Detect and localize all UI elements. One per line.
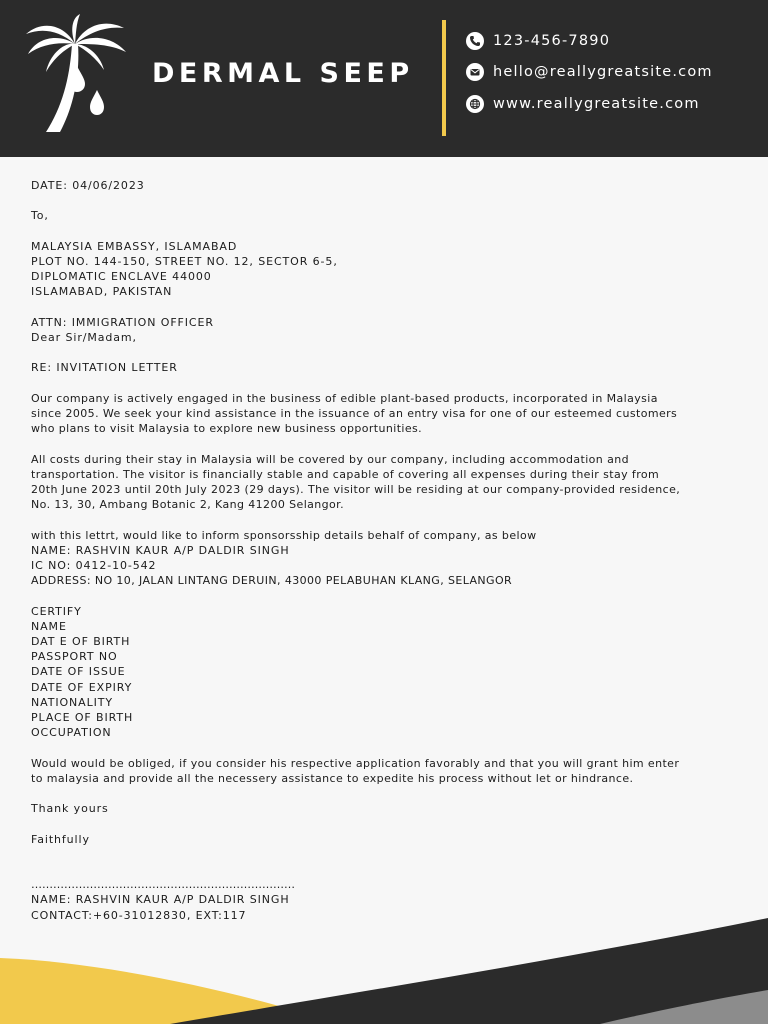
signer-name: NAME: RASHVIN KAUR A/P DALDIR SINGH bbox=[31, 893, 290, 907]
paragraph-line: transportation. The visitor is financially stable and capable of covering all expenses during their stay from bbox=[31, 467, 660, 481]
certify-field: PLACE OF BIRTH bbox=[31, 710, 134, 724]
paragraph-line: All costs during their stay in Malaysia will be covered by our company, including accommodation and bbox=[31, 452, 629, 466]
certify-field: DAT E OF BIRTH bbox=[31, 634, 131, 648]
paragraph-line: 20th June 2023 until 20th July 2023 (29 days). The visitor will be residing at our company-provided residence, bbox=[31, 482, 681, 496]
contact-email bbox=[466, 61, 713, 83]
closing-line: Faithfully bbox=[31, 832, 90, 846]
sponsor-ic: IC NO: 0412-10-542 bbox=[31, 558, 157, 572]
email-address[interactable]: hello@reallygreatsite.com bbox=[493, 64, 713, 80]
globe-icon bbox=[466, 95, 484, 113]
company-name: DERMAL SEEP bbox=[152, 58, 414, 89]
certify-field: NATIONALITY bbox=[31, 695, 113, 709]
subject-line: RE: INVITATION LETTER bbox=[31, 361, 178, 375]
recipient-line: ISLAMABAD, PAKISTAN bbox=[31, 285, 173, 299]
sponsor-address: ADDRESS: NO 10, JALAN LINTANG DERUIN, 43000 PELABUHAN KLANG, SELANGOR bbox=[31, 574, 513, 588]
recipient-line: PLOT NO. 144-150, STREET NO. 12, SECTOR 6-5, bbox=[31, 254, 338, 268]
contact-phone bbox=[466, 30, 610, 52]
certify-field: CERTIFY bbox=[31, 604, 82, 618]
sponsor-name: NAME: RASHVIN KAUR A/P DALDIR SINGH bbox=[31, 543, 290, 557]
certify-field: OCCUPATION bbox=[31, 726, 112, 740]
recipient-line: DIPLOMATIC ENCLAVE 44000 bbox=[31, 270, 212, 284]
footer-wave-decoration bbox=[0, 900, 768, 1024]
website-url[interactable]: www.reallygreatsite.com bbox=[493, 96, 700, 112]
paragraph-line: Our company is actively engaged in the business of edible plant-based products, incorporated in Malaysia bbox=[31, 391, 658, 405]
certify-field: DATE OF ISSUE bbox=[31, 665, 126, 679]
attention-line: ATTN: IMMIGRATION OFFICER bbox=[31, 315, 214, 329]
paragraph-line: to malaysia and provide all the necessery assistance to expedite his process without let or hindrance. bbox=[31, 771, 634, 785]
greeting: Dear Sir/Madam, bbox=[31, 330, 137, 344]
thanks-line: Thank yours bbox=[31, 802, 109, 816]
signature-line: ……………………………………………………………… bbox=[31, 878, 295, 892]
letter-date: DATE: 04/06/2023 bbox=[31, 179, 145, 192]
sponsor-intro: with this lettrt, would like to inform sponsorsship details behalf of company, as below bbox=[31, 528, 537, 542]
salutation-to: To, bbox=[31, 209, 49, 223]
paragraph-line: Would would be obliged, if you consider his respective application favorably and that you will grant him enter bbox=[31, 756, 680, 770]
paragraph-line: who plans to visit Malaysia to explore new business opportunities. bbox=[31, 422, 423, 436]
paragraph-line: since 2005. We seek your kind assistance in the issuance of an entry visa for one of our esteemed customers bbox=[31, 406, 678, 420]
phone-number[interactable]: 123-456-7890 bbox=[493, 33, 611, 49]
certify-field: NAME bbox=[31, 619, 67, 633]
paragraph-line: No. 13, 30, Ambang Botanic 2, Kang 41200 Selangor. bbox=[31, 498, 344, 512]
contact-website bbox=[466, 93, 700, 115]
letterhead-header bbox=[0, 0, 768, 157]
signer-contact: CONTACT:+60-31012830, EXT:117 bbox=[31, 908, 247, 922]
recipient-line: MALAYSIA EMBASSY, ISLAMABAD bbox=[31, 239, 238, 253]
certify-field: PASSPORT NO bbox=[31, 650, 118, 664]
certify-field: DATE OF EXPIRY bbox=[31, 680, 133, 694]
letter-body bbox=[31, 178, 743, 923]
header-divider bbox=[442, 20, 446, 136]
palm-tree-logo bbox=[24, 14, 130, 136]
phone-icon bbox=[466, 32, 484, 50]
mail-icon bbox=[466, 63, 484, 81]
